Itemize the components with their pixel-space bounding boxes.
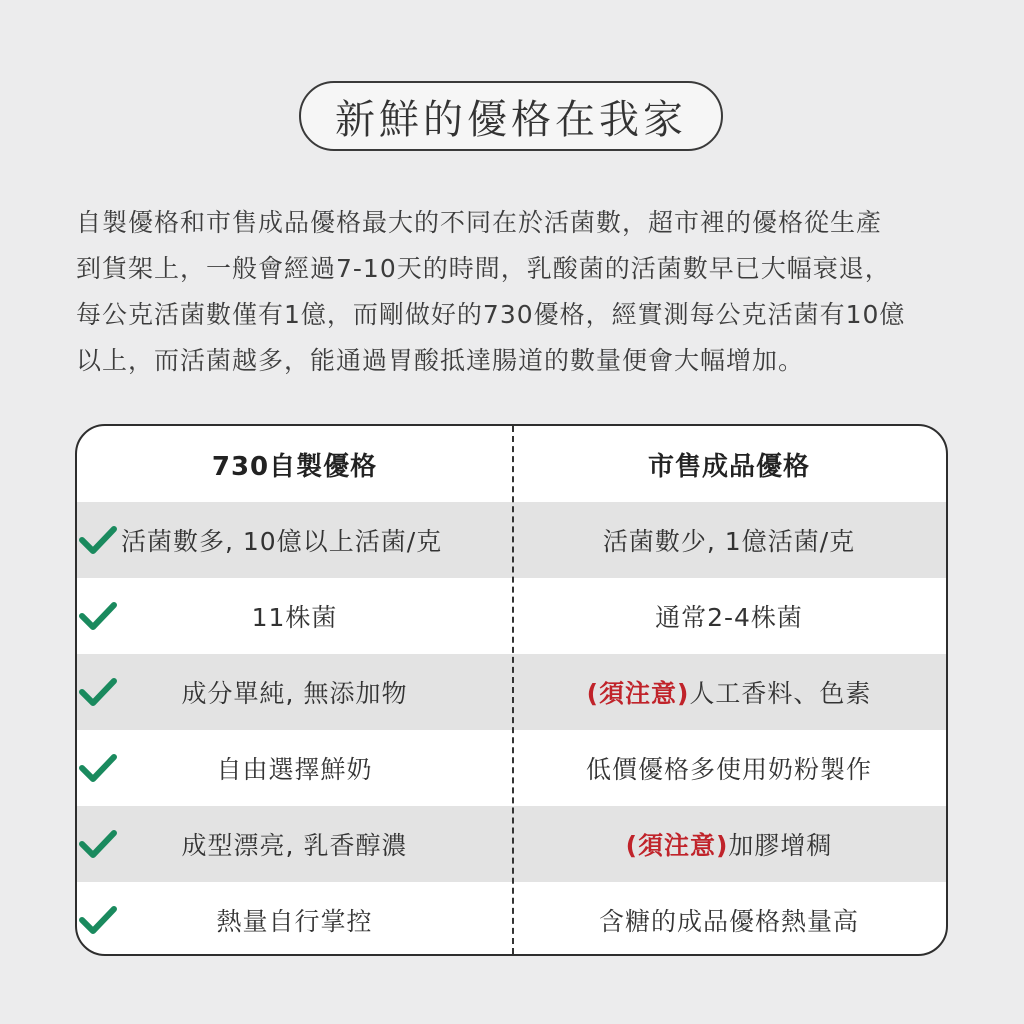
row-left-text: 成分單純, 無添加物 [181,679,408,708]
row-left-text: 自由選擇鮮奶 [216,755,373,784]
row-right-text: 通常2-4株菌 [655,603,803,632]
check-icon [79,753,117,783]
page-title-text: 新鮮的優格在我家 [335,96,687,143]
intro-line: 自製優格和市售成品優格最大的不同在於活菌數，超市裡的優格從生產 [76,208,883,237]
warning-label: (須注意) [625,831,729,860]
row-right-text: 含糖的成品優格熱量高 [598,907,859,936]
row-right-text: 加膠增稠 [728,831,833,860]
row-right-cell [512,882,946,956]
row-left-text: 熱量自行掌控 [216,907,373,936]
column-divider [512,426,514,954]
intro-line: 以上，而活菌越多，能通過胃酸抵達腸道的數量便會大幅增加。 [76,346,805,375]
row-right-cell [512,502,946,578]
row-left-cell [77,654,512,730]
intro-line: 到貨架上，一般會經過7-10天的時間，乳酸菌的活菌數早已大幅衰退， [76,254,891,283]
header-homemade: 730自製優格 [211,451,378,482]
row-right-text: 人工香料、色素 [689,679,872,708]
check-icon [79,525,117,555]
row-right-cell [512,654,946,730]
row-right-cell [512,730,946,806]
intro-line: 每公克活菌數僅有1億，而剛做好的730優格，經實測每公克活菌有10億 [76,300,906,329]
intro-paragraph [76,200,956,384]
header-store-bought: 市售成品優格 [647,451,810,482]
page-title [299,81,723,151]
comparison-table [75,424,948,956]
check-icon [79,905,117,935]
row-left-cell [77,730,512,806]
row-right-cell [512,806,946,882]
check-icon [79,677,117,707]
check-icon [79,601,117,631]
row-left-cell [77,502,512,578]
warning-label: (須注意) [586,679,690,708]
row-right-text: 低價優格多使用奶粉製作 [585,755,872,784]
row-right-cell [512,578,946,654]
row-left-cell [77,882,512,956]
check-icon [79,829,117,859]
row-left-text: 成型漂亮, 乳香醇濃 [181,831,408,860]
row-left-text: 11株菌 [251,603,338,632]
row-right-text: 活菌數少, 1億活菌/克 [602,527,856,556]
row-left-cell [77,806,512,882]
row-left-text: 活菌數多, 10億以上活菌/克 [121,527,443,556]
row-left-cell [77,578,512,654]
